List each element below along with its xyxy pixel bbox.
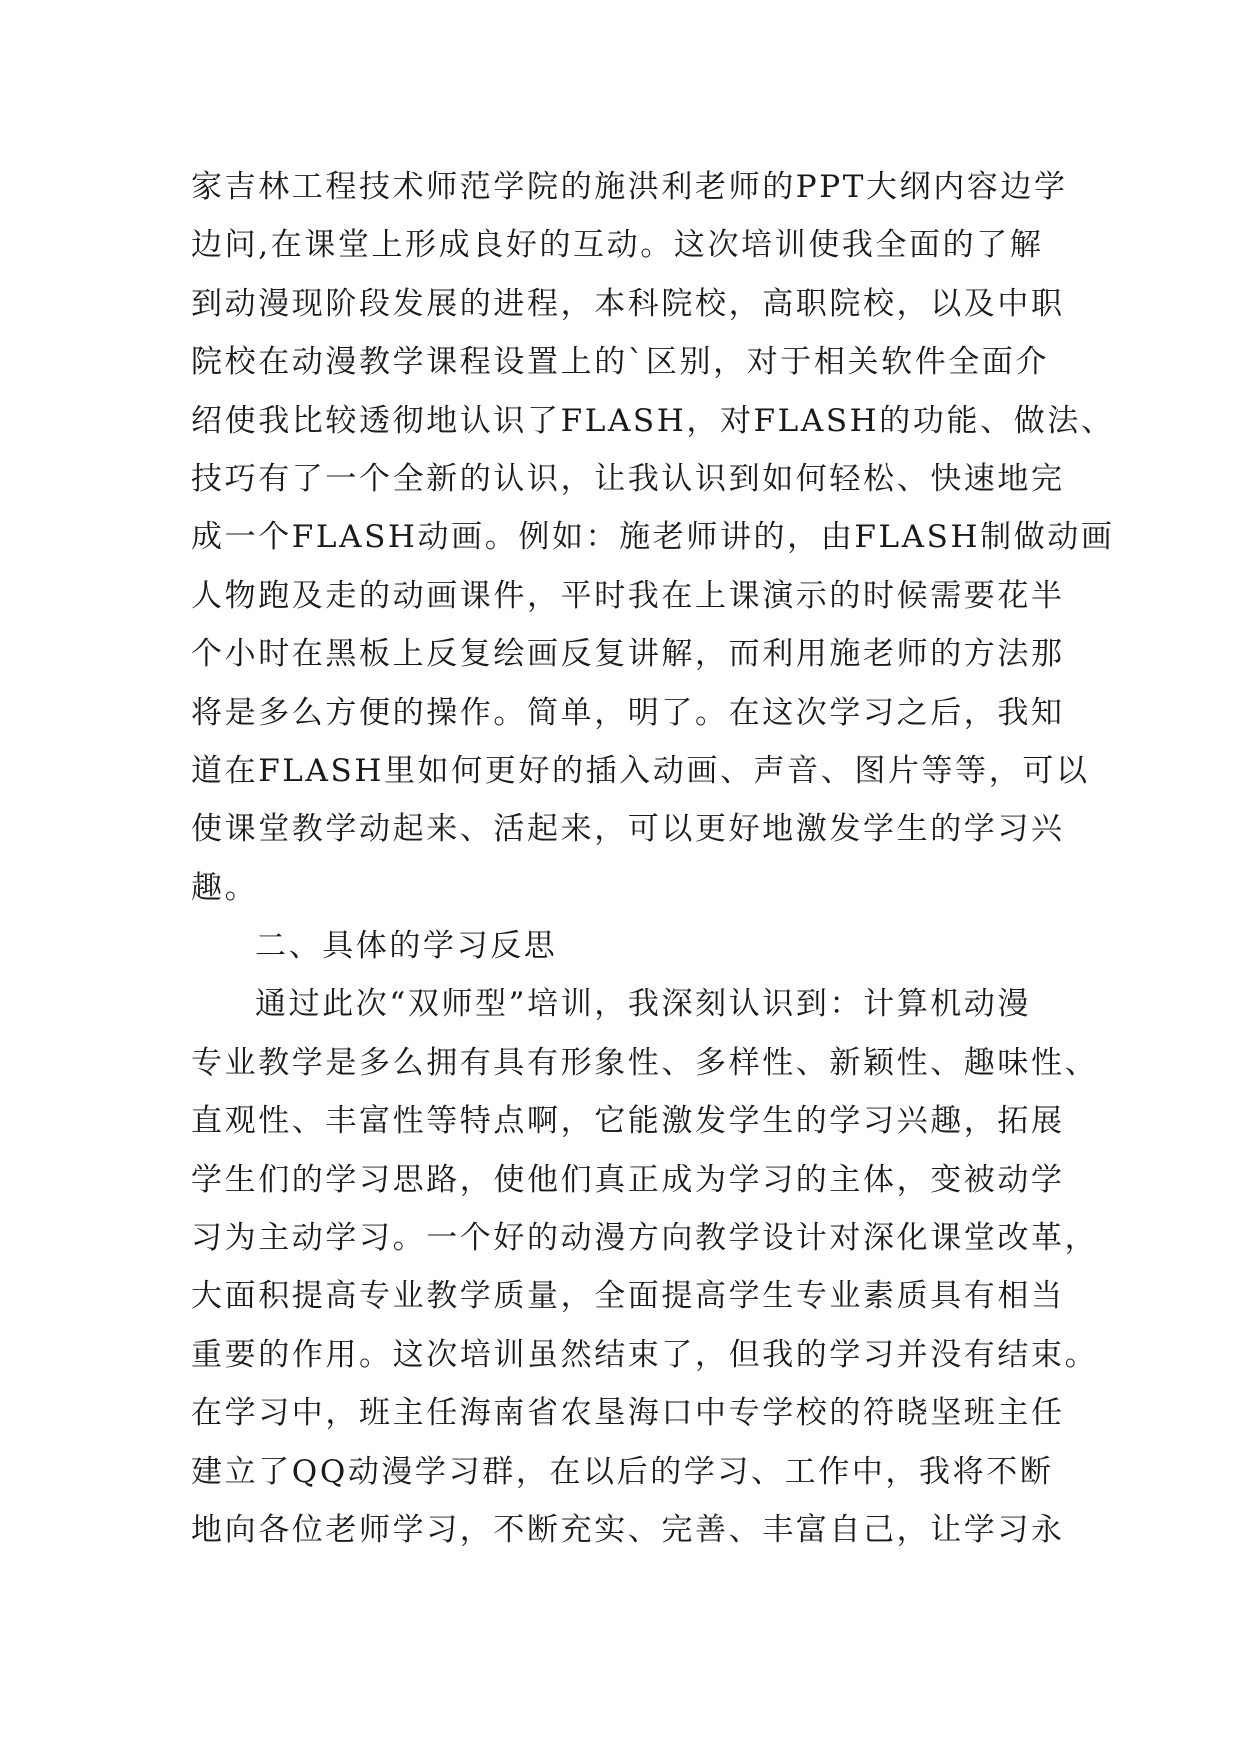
text-line: 院校在动漫教学课程设置上的`区别，对于相关软件全面介 xyxy=(191,344,1050,381)
text-line: 趣。 xyxy=(191,869,259,906)
text-line: 地向各位老师学习，不断充实、完善、丰富自己，让学习永 xyxy=(191,1511,1065,1548)
text-line: 建立了QQ动漫学习群，在以后的学习、工作中，我将不断 xyxy=(191,1453,1054,1490)
text-line: 技巧有了一个全新的认识，让我认识到如何轻松、快速地完 xyxy=(191,460,1065,497)
text-line: 大面积提高专业教学质量，全面提高学生专业素质具有相当 xyxy=(191,1278,1065,1315)
text-line: 在学习中，班主任海南省农垦海口中专学校的符晓坚班主任 xyxy=(191,1395,1065,1432)
text-line: 学生们的学习思路，使他们真正成为学习的主体，变被动学 xyxy=(191,1161,1065,1198)
text-line: 通过此次“双师型”培训，我深刻认识到：计算机动漫 xyxy=(255,986,1032,1023)
text-line: 专业教学是多么拥有具有形象性、多样性、新颖性、趣味性、 xyxy=(191,1044,1099,1081)
text-line: 到动漫现阶段发展的进程，本科院校，高职院校，以及中职 xyxy=(191,285,1065,322)
text-line: 绍使我比较透彻地认识了FLASH，对FLASH的功能、做法、 xyxy=(191,402,1115,439)
text-line: 人物跑及走的动画课件，平时我在上课演示的时候需要花半 xyxy=(191,577,1065,614)
text-line: 直观性、丰富性等特点啊，它能激发学生的学习兴趣，拓展 xyxy=(191,1103,1065,1140)
text-line: 重要的作用。这次培训虽然结束了，但我的学习并没有结束。 xyxy=(191,1336,1099,1373)
section-heading: 二、具体的学习反思 xyxy=(255,928,558,965)
text-line: 使课堂教学动起来、活起来，可以更好地激发学生的学习兴 xyxy=(191,811,1065,848)
text-line: 道在FLASH里如何更好的插入动画、声音、图片等等，可以 xyxy=(191,752,1090,789)
text-line: 家吉林工程技术师范学院的施洪利老师的PPT大纲内容边学 xyxy=(191,169,1068,205)
document-body xyxy=(191,158,1115,1559)
text-line: 习为主动学习。一个好的动漫方向教学设计对深化课堂改革， xyxy=(191,1220,1099,1257)
text-line: 个小时在黑板上反复绘画反复讲解，而利用施老师的方法那 xyxy=(191,636,1065,673)
text-line: 成一个FLASH动画。例如：施老师讲的，由FLASH制做动画 xyxy=(191,519,1115,556)
text-line: 边问,在课堂上形成良好的互动。这次培训使我全面的了解 xyxy=(191,227,1044,264)
text-line: 将是多么方便的操作。简单，明了。在这次学习之后，我知 xyxy=(191,694,1065,731)
